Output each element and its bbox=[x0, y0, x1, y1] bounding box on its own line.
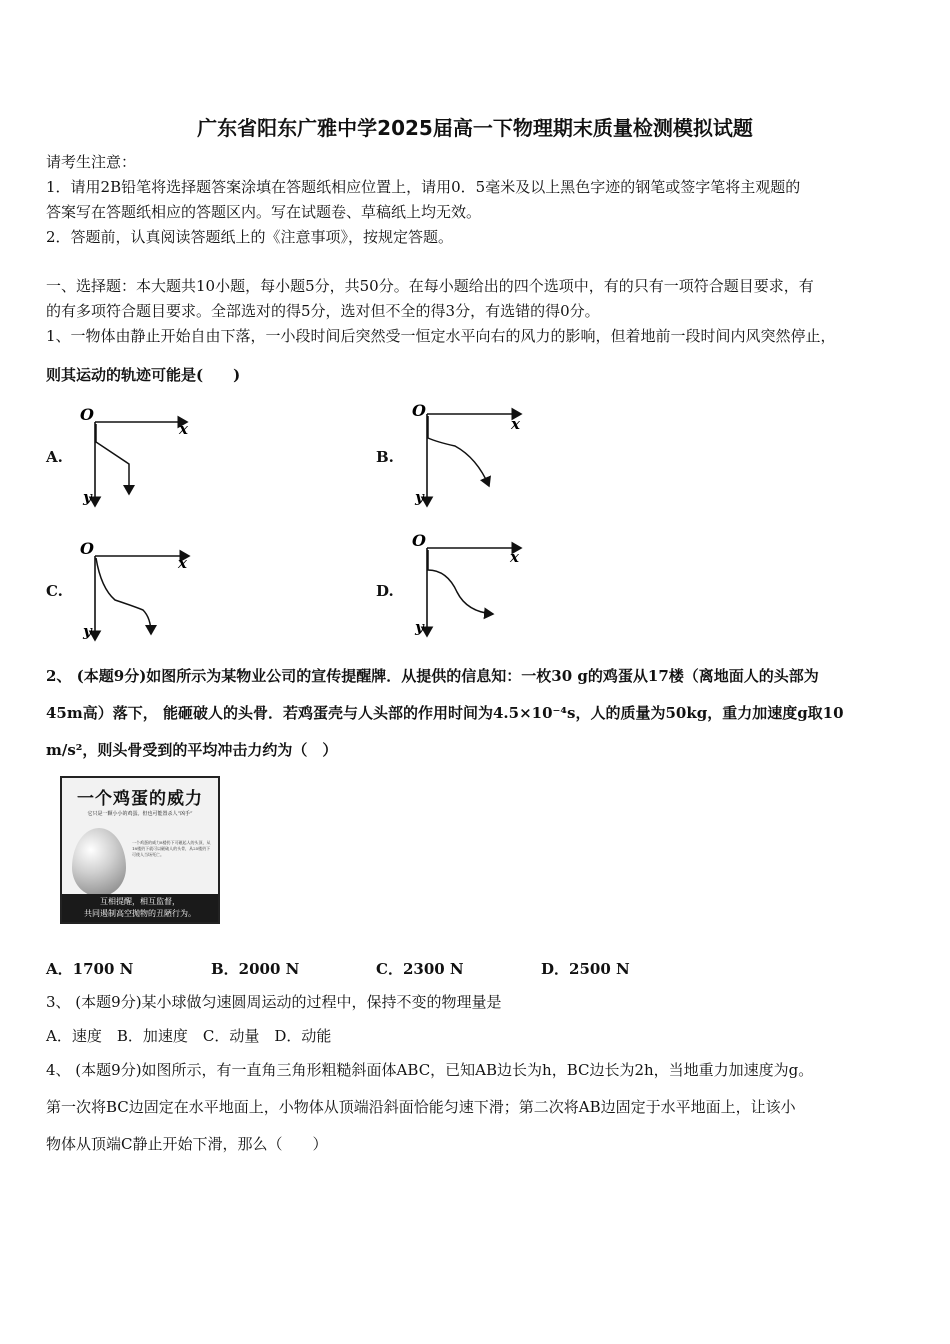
q2-choice-b: B．2000 N bbox=[211, 960, 300, 978]
q1-option-a-label: A. bbox=[46, 448, 63, 466]
page-title: 广东省阳东广雅中学2025届高一下物理期末质量检测模拟试题 bbox=[197, 116, 753, 140]
q4-stem-line-2: 第一次将BC边固定在水平地面上，小物体从顶端沿斜面恰能匀速下滑；第二次将AB边固定于水平地面上，让该小 bbox=[46, 1098, 796, 1116]
q2-choice-c: C．2300 N bbox=[376, 960, 464, 978]
egg-image bbox=[72, 828, 126, 896]
graph-c-y-label: y bbox=[83, 622, 92, 640]
q3-choices: A．速度 B．加速度 C．动量 D．动能 bbox=[46, 1027, 332, 1045]
q2-choice-a: A．1700 N bbox=[46, 960, 134, 978]
q1-graph-a bbox=[75, 402, 195, 512]
q3-stem: 3、 (本题9分)某小球做匀速圆周运动的过程中，保持不变的物理量是 bbox=[46, 993, 502, 1011]
poster-title: 一个鸡蛋的威力 bbox=[77, 789, 203, 809]
poster-subtitle: 它只是一颗小小的鸡蛋。但也可能置杀人“凶手” bbox=[87, 811, 193, 817]
q4-stem-line-1: 4、 (本题9分)如图所示，有一直角三角形粗糙斜面体ABC，已知AB边长为h，BC边长为2h，当地重力加速度为g。 bbox=[46, 1061, 814, 1079]
graph-b-x-label: x bbox=[511, 415, 520, 433]
graph-a-trajectory bbox=[96, 424, 129, 494]
graph-b-origin-label: O bbox=[412, 401, 426, 420]
q2-choice-d: D．2500 N bbox=[541, 960, 630, 978]
graph-d-trajectory bbox=[428, 550, 493, 614]
poster-bottom-banner bbox=[62, 894, 218, 922]
q1-stem-line-2: 则其运动的轨迹可能是( ) bbox=[46, 366, 241, 384]
section-instructions-line-1: 一、选择题：本大题共10小题，每小题5分，共50分。在每小题给出的四个选项中，有的只有一项符合题目要求，有 bbox=[46, 277, 814, 295]
notice-item-2: 2．答题前，认真阅读答题纸上的《注意事项》，按规定答题。 bbox=[46, 228, 454, 246]
graph-d-origin-label: O bbox=[412, 531, 426, 550]
q1-option-d-label: D. bbox=[376, 582, 394, 600]
graph-c-x-label: x bbox=[178, 554, 187, 572]
q4-stem-line-3: 物体从顶端C静止开始下滑，那么（ ） bbox=[46, 1135, 328, 1153]
notice-item-1-line-1: 1．请用2B铅笔将选择题答案涂填在答题纸相应位置上，请用0．5毫米及以上黑色字迹的钢笔或签字笔将主观题的 bbox=[46, 178, 801, 196]
graph-a-x-label: x bbox=[179, 420, 188, 438]
graph-a-origin-label: O bbox=[80, 405, 94, 424]
poster-bottom-line-1: 互相提醒，相互监督， bbox=[100, 897, 180, 906]
poster-bottom-line-2: 共同遏制高空抛物的丑陋行为。 bbox=[84, 909, 196, 918]
graph-b-y-label: y bbox=[415, 488, 424, 506]
q1-graph-c bbox=[75, 538, 200, 648]
graph-a-y-label: y bbox=[83, 488, 92, 506]
q1-option-b-label: B. bbox=[376, 448, 394, 466]
notice-item-1-line-2: 答案写在答题纸相应的答题区内。写在试题卷、草稿纸上均无效。 bbox=[46, 203, 482, 221]
graph-c-trajectory bbox=[96, 558, 151, 634]
notice-heading: 请考生注意： bbox=[46, 153, 137, 171]
egg-warning-poster bbox=[60, 776, 220, 924]
graph-d-x-label: x bbox=[510, 548, 519, 566]
graph-c-origin-label: O bbox=[80, 539, 94, 558]
graph-b-trajectory bbox=[428, 416, 489, 486]
section-instructions-line-2: 的有多项符合题目要求。全部选对的得5分，选对但不全的得3分，有选错的得0分。 bbox=[46, 302, 600, 320]
q1-stem-line-1: 1、一物体由静止开始自由下落，一小段时间后突然受一恒定水平向右的风力的影响，但着地前一段时间内风突然停止， bbox=[46, 327, 836, 345]
q2-stem-line-1: 2、 (本题9分)如图所示为某物业公司的宣传提醒牌．从提供的信息知：一枚30 g的鸡蛋从17楼（离地面人的头部为 bbox=[46, 667, 819, 685]
q1-graph-b bbox=[407, 402, 532, 512]
q2-stem-line-3: m/s²，则头骨受到的平均冲击力约为（ ） bbox=[46, 741, 338, 759]
q1-option-c-label: C. bbox=[46, 582, 63, 600]
q1-graph-d bbox=[407, 532, 532, 642]
q2-stem-line-2: 45m高）落下， 能砸破人的头骨．若鸡蛋壳与人头部的作用时间为4.5×10⁻⁴s，人的质量为50kg，重力加速度g取10 bbox=[46, 704, 844, 722]
poster-body: 一个鸡蛋的威力8楼扔下可砸起人的头顶，从18楼扔下就可以砸破人的头骨，从25楼扔下可使人当场死亡。 bbox=[132, 840, 211, 857]
graph-d-y-label: y bbox=[415, 618, 424, 636]
